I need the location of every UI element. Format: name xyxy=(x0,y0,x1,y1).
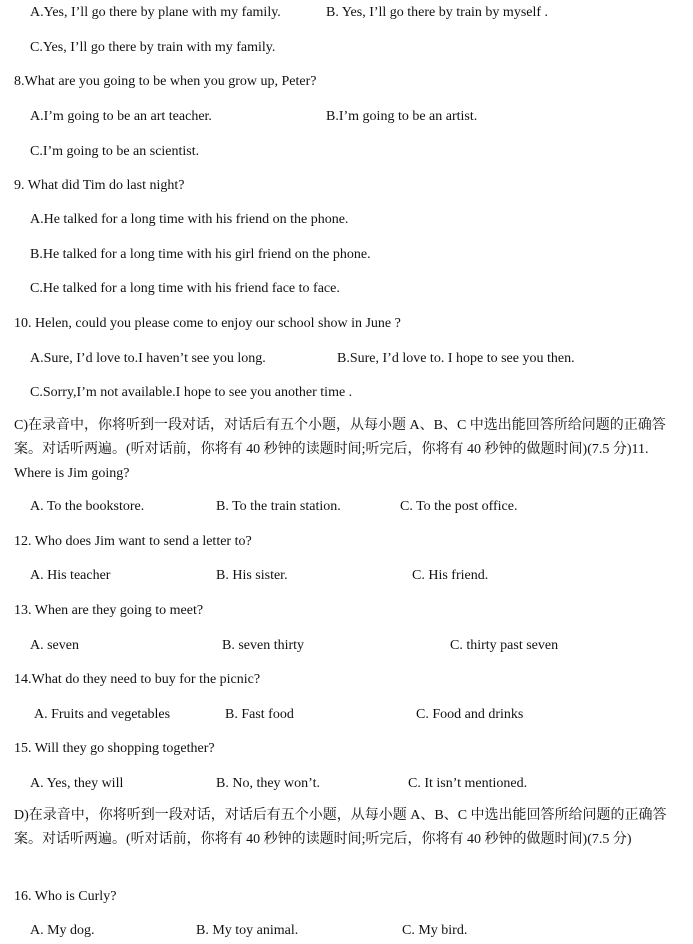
option-b: B.Sure, I’d love to. I hope to see you then. xyxy=(337,351,575,366)
question-9: 9. What did Tim do last night? xyxy=(14,178,185,193)
option-c: C. My bird. xyxy=(402,923,468,938)
q14-options xyxy=(0,706,693,724)
question-15: 15. Will they go shopping together? xyxy=(14,741,215,756)
option-c: C. Food and drinks xyxy=(416,707,524,722)
option-b: B. Yes, I’ll go there by train by myself . xyxy=(326,5,549,20)
option-a: A.Yes, I’ll go there by plane with my family. xyxy=(30,5,281,20)
q7-options-row-1 xyxy=(0,4,693,22)
option-b: B. No, they won’t. xyxy=(216,776,320,791)
option-a: A.Sure, I’d love to.I haven’t see you long. xyxy=(30,351,266,366)
option-a: A.He talked for a long time with his friend on the phone. xyxy=(30,212,349,227)
option-b: B.He talked for a long time with his girl friend on the phone. xyxy=(30,247,371,262)
option-c: C. thirty past seven xyxy=(450,638,559,653)
q10-options-row-1 xyxy=(0,350,693,368)
option-b: B. Fast food xyxy=(225,707,294,722)
option-a: A. His teacher xyxy=(30,568,111,583)
option-a: A.I’m going to be an art teacher. xyxy=(30,109,212,124)
option-a: A. Yes, they will xyxy=(30,776,124,791)
section-d-instruction: D)在录音中，你将听到一段对话，对话后有五个小题，从每小题 A、B、C 中选出能回答所给问题的正确答案。对话听两遍。(听对话前，你将有 40 秒钟的读题时间;听完后，你将有 40 秒钟的做题时间)(7.5 分) xyxy=(14,808,667,847)
question-8: 8.What are you going to be when you grow up, Peter? xyxy=(14,74,317,89)
option-a: A. seven xyxy=(30,638,79,653)
q13-options xyxy=(0,637,693,655)
section-c-instruction: C)在录音中，你将听到一段对话，对话后有五个小题，从每小题 A、B、C 中选出能回答所给问题的正确答案。对话听两遍。(听对话前，你将有 40 秒钟的读题时间;听完后，你将有 40 秒钟的做题时间)(7.5 分)11. Where is Jim going? xyxy=(14,418,666,481)
option-c: C.I’m going to be an scientist. xyxy=(30,144,200,159)
option-b: B. His sister. xyxy=(216,568,288,583)
option-a: A. To the bookstore. xyxy=(30,499,145,514)
question-13: 13. When are they going to meet? xyxy=(14,603,204,618)
q12-options xyxy=(0,567,693,585)
option-a: A. Fruits and vegetables xyxy=(34,707,171,722)
question-12: 12. Who does Jim want to send a letter to? xyxy=(14,534,252,549)
question-10: 10. Helen, could you please come to enjoy our school show in June ? xyxy=(14,316,401,331)
q16-options xyxy=(0,922,693,940)
option-b: B. My toy animal. xyxy=(196,923,299,938)
option-c: C.Yes, I’ll go there by train with my family. xyxy=(30,40,276,55)
question-14: 14.What do they need to buy for the picnic? xyxy=(14,672,261,687)
option-b: B.I’m going to be an artist. xyxy=(326,109,478,124)
option-c: C.Sorry,I’m not available.I hope to see you another time . xyxy=(30,385,353,400)
q11-options xyxy=(0,498,693,516)
option-c: C.He talked for a long time with his friend face to face. xyxy=(30,281,340,296)
option-b: B. seven thirty xyxy=(222,638,305,653)
question-16: 16. Who is Curly? xyxy=(14,889,117,904)
q15-options xyxy=(0,775,693,793)
option-a: A. My dog. xyxy=(30,923,95,938)
option-c: C. It isn’t mentioned. xyxy=(408,776,528,791)
option-b: B. To the train station. xyxy=(216,499,341,514)
option-c: C. To the post office. xyxy=(400,499,518,514)
option-c: C. His friend. xyxy=(412,568,489,583)
q8-options-row-1 xyxy=(0,108,693,126)
